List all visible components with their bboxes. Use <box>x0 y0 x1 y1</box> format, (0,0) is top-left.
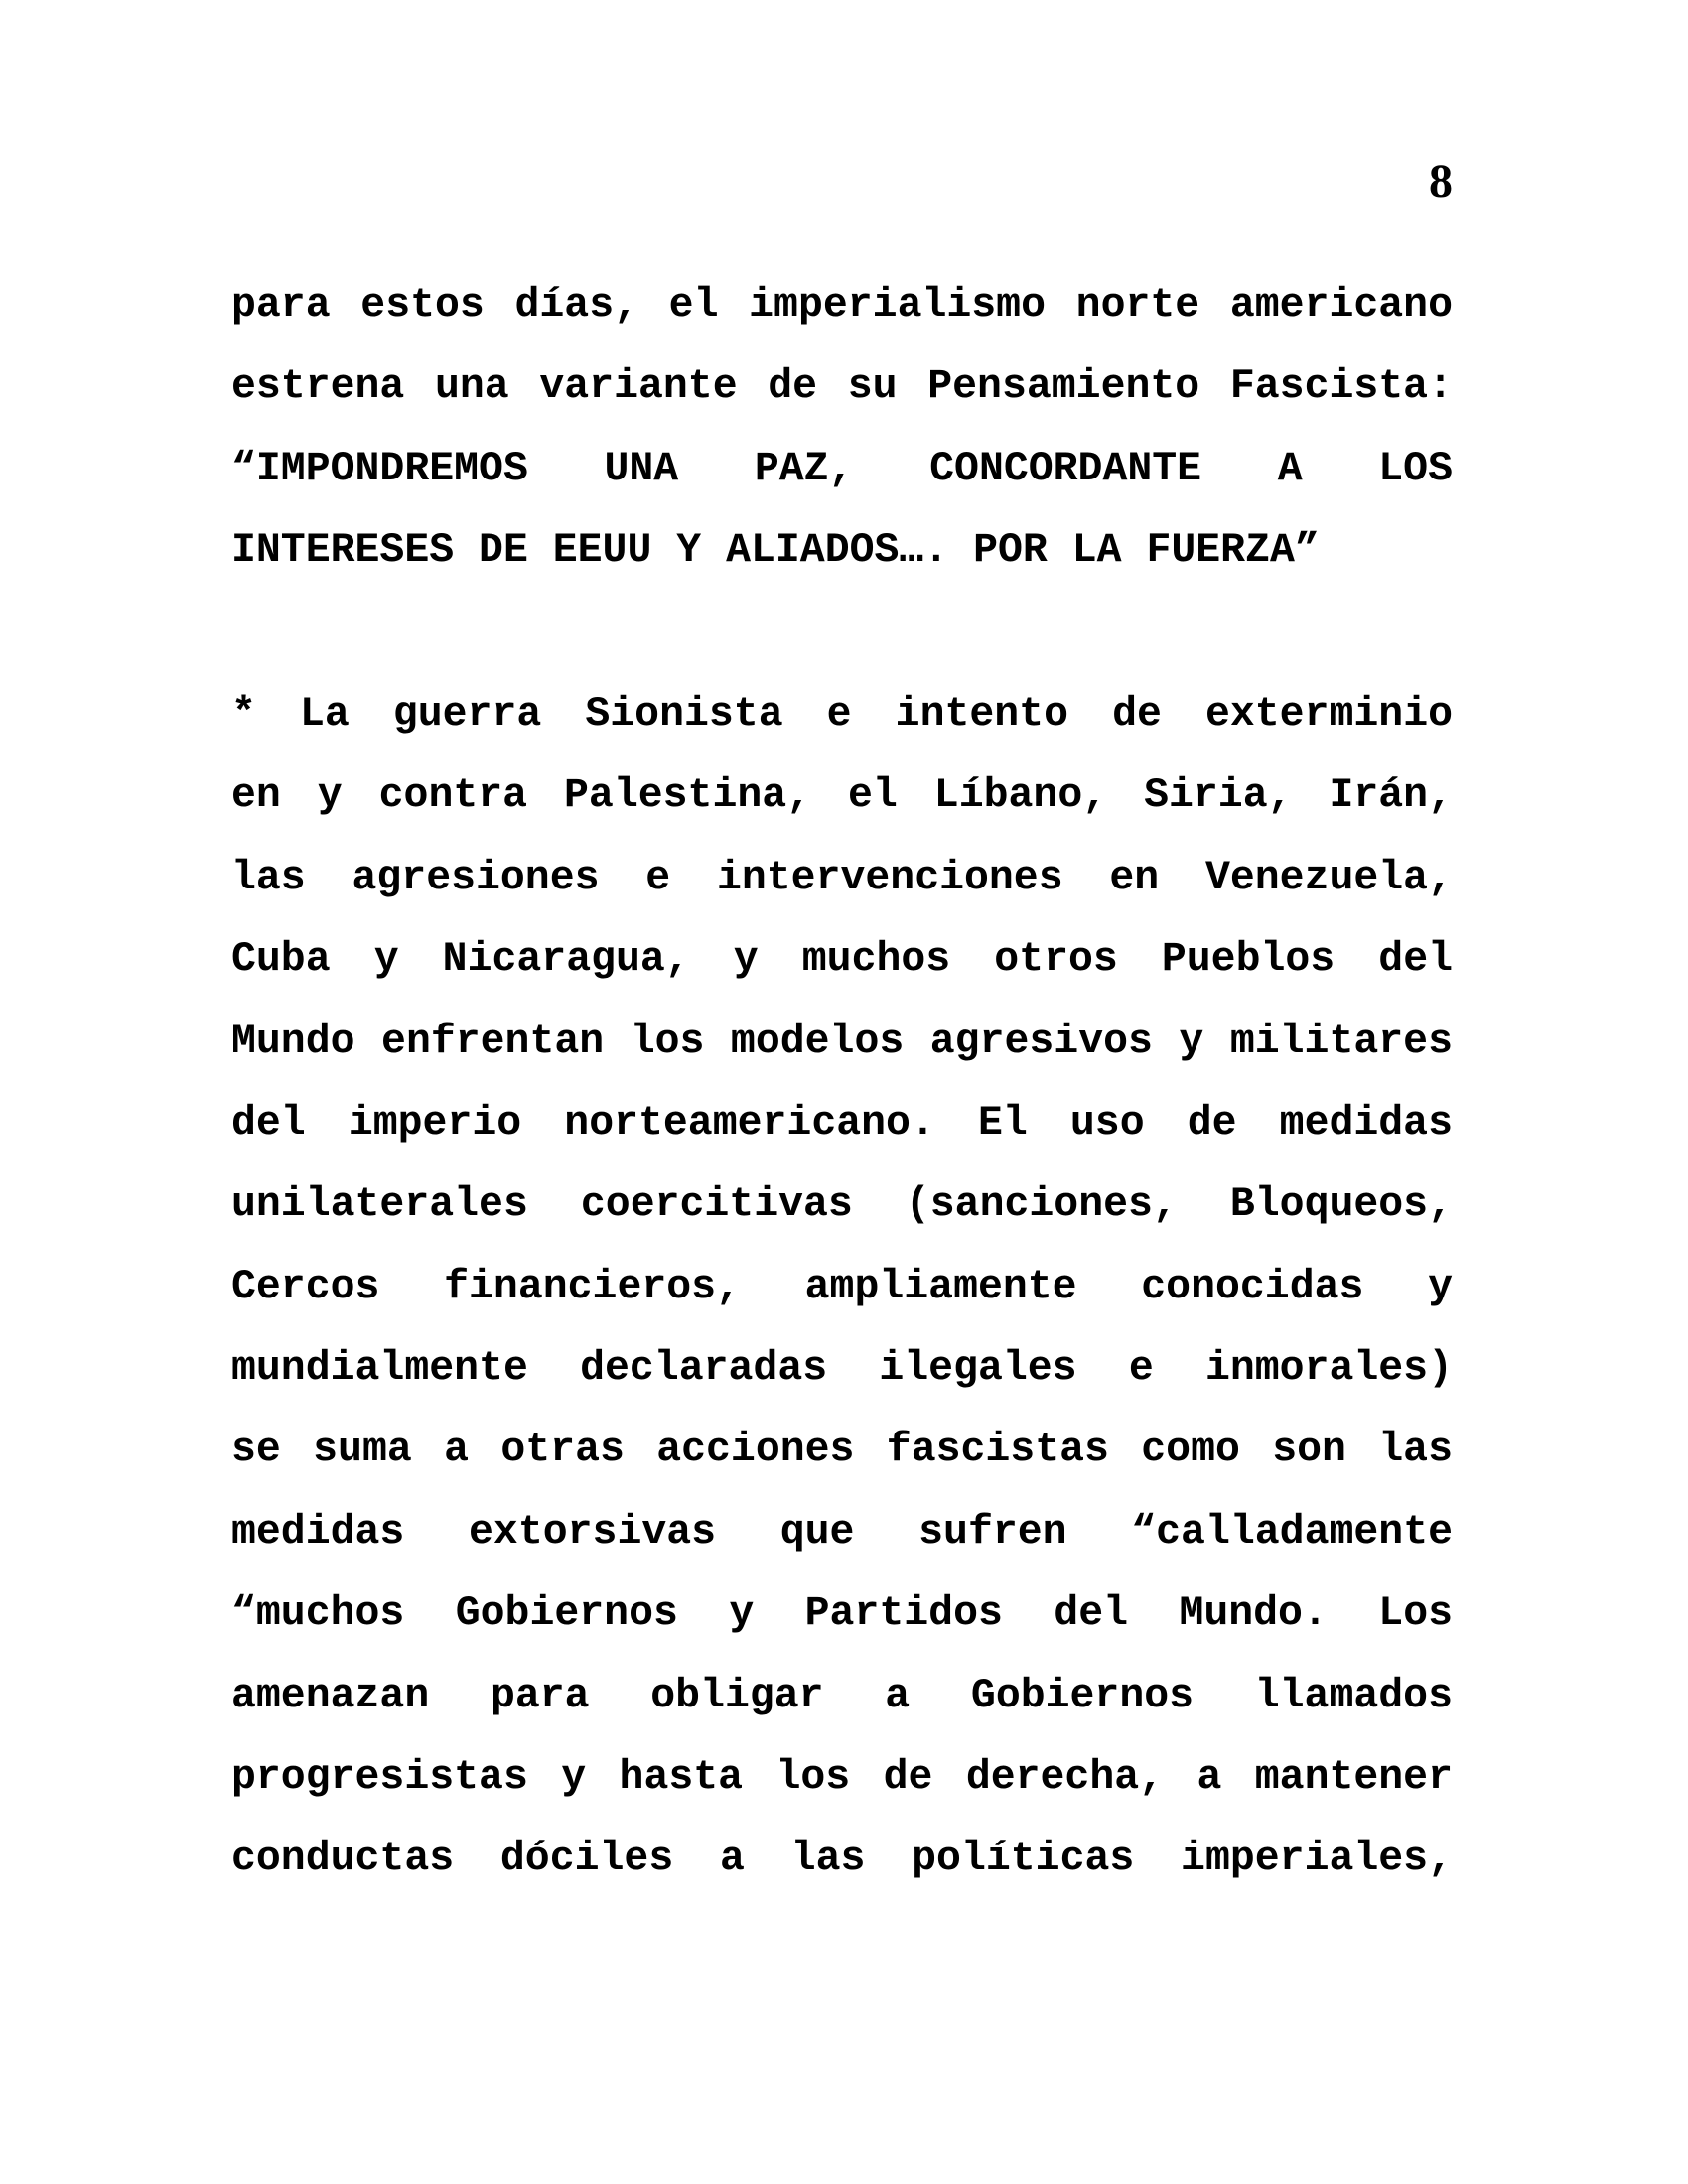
text-line-18: progresistas y hasta los de derecha, a mantener <box>231 1754 1453 1802</box>
text-line-15: medidas extorsivas que sufren “calladamente <box>231 1508 1453 1556</box>
text-line-10: del imperio norteamericano. El uso de medidas <box>231 1099 1453 1147</box>
text-line-4: INTERESES DE EEUU Y ALIADOS…. POR LA FUERZA” <box>231 527 1320 575</box>
text-line-6: en y contra Palestina, el Líbano, Siria, Irán, <box>231 772 1453 820</box>
text-line-5: * La guerra Sionista e intento de exterminio <box>231 690 1453 738</box>
text-line-7: las agresiones e intervenciones en Venezuela, <box>231 854 1453 901</box>
text-line-16: “muchos Gobiernos y Partidos del Mundo. Los <box>231 1590 1453 1638</box>
text-column <box>231 265 1453 1901</box>
text-line-2: estrena una variante de su Pensamiento Fascista: <box>231 363 1453 411</box>
text-line-17: amenazan para obligar a Gobiernos llamados <box>231 1672 1453 1719</box>
text-line-8: Cuba y Nicaragua, y muchos otros Pueblos del <box>231 936 1453 984</box>
text-line-1: para estos días, el imperialismo norte americano <box>231 282 1453 329</box>
text-line-11: unilaterales coercitivas (sanciones, Bloqueos, <box>231 1181 1453 1229</box>
text-line-9: Mundo enfrentan los modelos agresivos y militares <box>231 1018 1453 1065</box>
text-line-3: “IMPONDREMOS UNA PAZ, CONCORDANTE A LOS <box>231 445 1453 492</box>
text-line-19: conductas dóciles a las políticas imperiales, <box>231 1836 1453 1883</box>
text-line-14: se suma a otras acciones fascistas como son las <box>231 1427 1453 1474</box>
text-line-13: mundialmente declaradas ilegales e inmorales) <box>231 1345 1453 1393</box>
text-line-12: Cercos financieros, ampliamente conocidas y <box>231 1263 1453 1310</box>
page-number: 8 <box>1429 155 1453 207</box>
